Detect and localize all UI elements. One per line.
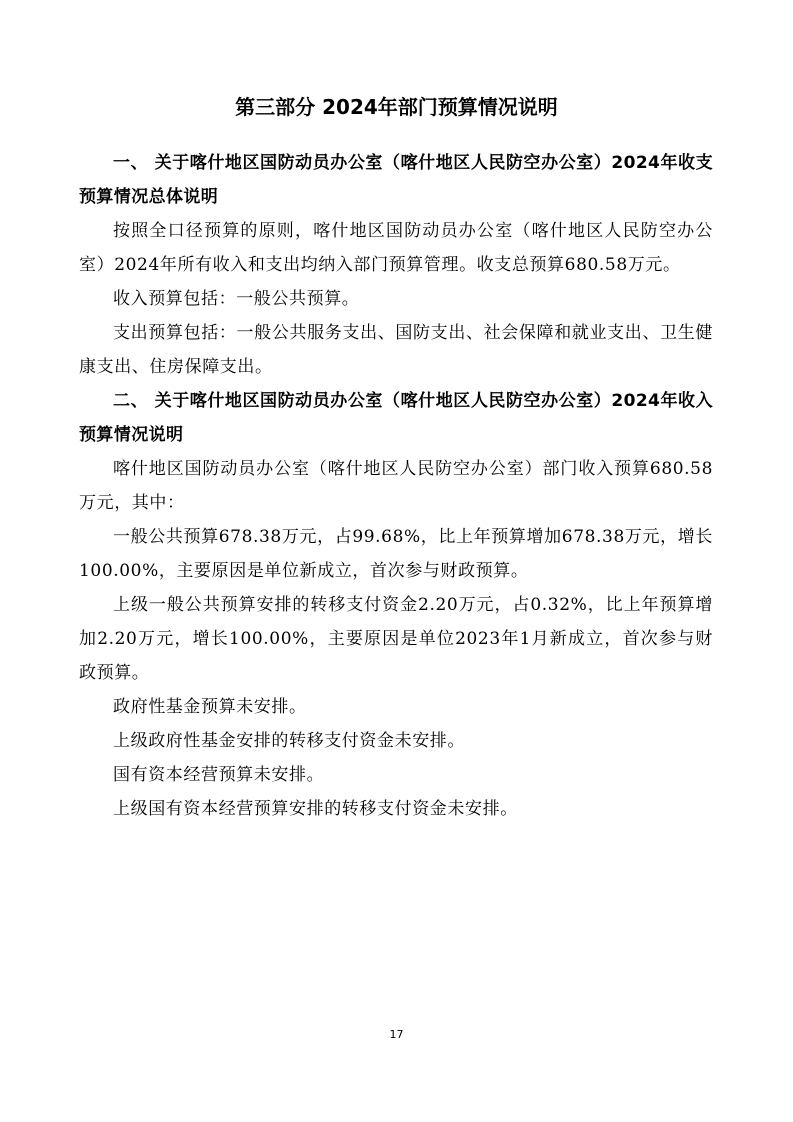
paragraph: 一般公共预算678.38万元，占99.68%，比上年预算增加678.38万元，增长100.00%，主要原因是单位新成立，首次参与财政预算。 [79,527,713,581]
paragraph: 上级国有资本经营预算安排的转移支付资金未安排。 [113,799,518,819]
section-heading: 二、 关于喀什地区国防动员办公室（喀什地区人民防空办公室）2024年收入预算情况说明 [79,391,713,445]
paragraph: 上级政府性基金安排的转移支付资金未安排。 [113,731,465,751]
paragraph: 政府性基金预算未安排。 [113,697,307,717]
paragraph: 国有资本经营预算未安排。 [113,765,325,785]
document-body [79,146,713,826]
section-income [79,384,713,826]
page-number: 17 [389,1028,404,1041]
section-overview [79,146,713,384]
paragraph: 按照全口径预算的原则，喀什地区国防动员办公室（喀什地区人民防空办公室）2024年所有收入和支出均纳入部门预算管理。收支总预算680.58万元。 [79,221,713,275]
page-title: 第三部分 2024年部门预算情况说明 [235,95,558,119]
paragraph: 收入预算包括：一般公共预算。 [113,289,360,309]
paragraph: 上级一般公共预算安排的转移支付资金2.20万元，占0.32%，比上年预算增加2.20万元，增长100.00%，主要原因是单位2023年1月新成立，首次参与财政预算。 [79,595,713,683]
paragraph: 支出预算包括：一般公共服务支出、国防支出、社会保障和就业支出、卫生健康支出、住房保障支出。 [79,323,713,377]
section-heading: 一、 关于喀什地区国防动员办公室（喀什地区人民防空办公室）2024年收支预算情况总体说明 [79,153,713,207]
paragraph: 喀什地区国防动员办公室（喀什地区人民防空办公室）部门收入预算680.58万元，其中： [79,459,713,513]
